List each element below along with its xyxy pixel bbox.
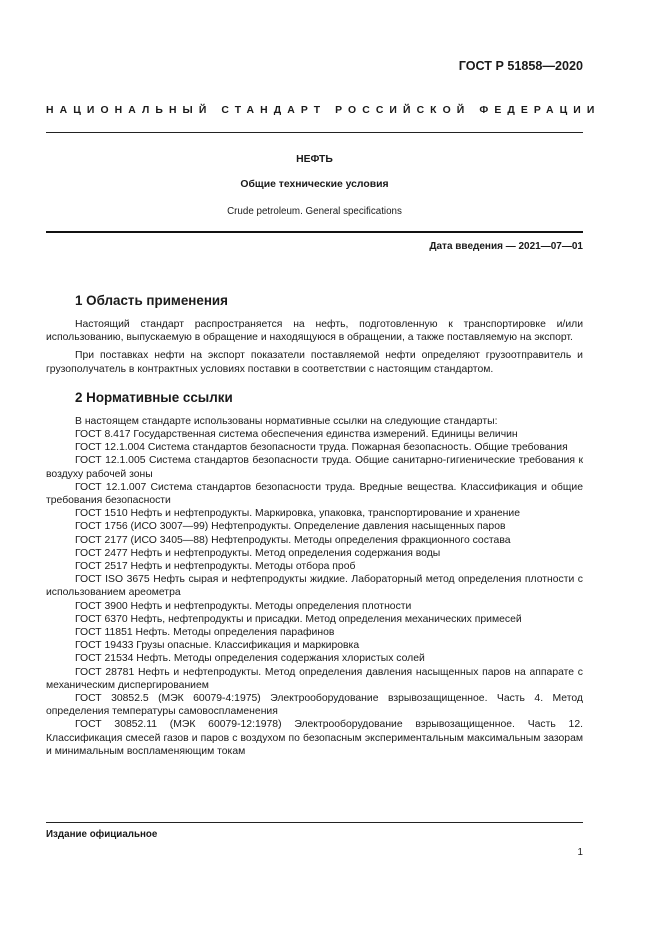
reference-item: ГОСТ 2517 Нефть и нефтепродукты. Методы отбора проб [75, 561, 356, 573]
reference-item: ГОСТ 1756 (ИСО 3007—99) Нефтепродукты. Определение давления насыщенных паров [75, 521, 506, 533]
document-number: ГОСТ Р 51858—2020 [458, 59, 583, 73]
standard-subtitle: Общие технические условия [240, 179, 389, 190]
main-content [46, 293, 583, 758]
reference-item: ГОСТ 21534 Нефть. Методы определения содержания хлористых солей [75, 653, 425, 665]
edition-label: Издание официальное [46, 829, 158, 840]
reference-item: ГОСТ 12.1.005 Система стандартов безопасности труда. Общие санитарно-гигиенические требования к воздуху рабочей зоны [46, 455, 583, 480]
national-standard-heading: НАЦИОНАЛЬНЫЙ СТАНДАРТ РОССИЙСКОЙ ФЕДЕРАЦИИ [46, 105, 601, 116]
reference-item: ГОСТ 19433 Грузы опасные. Классификация и маркировка [75, 640, 360, 652]
reference-item: ГОСТ 30852.11 (МЭК 60079-12:1978) Электрооборудование взрывозащищенное. Часть 12. Классификация смесей газов и паров с воздухом по безопасным экспериментальным максимальным зазорам и минимальным воспламеняющим токам [46, 719, 583, 757]
english-title: Crude petroleum. General specifications [227, 206, 402, 217]
reference-item: ГОСТ 6370 Нефть, нефтепродукты и присадки. Метод определения механических примесей [75, 613, 522, 625]
section-1-paragraph: Настоящий стандарт распространяется на нефть, подготовленную к транспортировке и/или использованию, выпускаемую в обращение и находящуюся в обращении, а также поставляемую на экспорт. [46, 319, 583, 344]
header-divider [46, 132, 583, 133]
section-2-heading: 2 Нормативные ссылки [75, 389, 233, 405]
section-1-paragraph: При поставках нефти на экспорт показатели поставляемой нефти определяют грузоотправитель и грузополучатель в контрактных условиях поставки в соответствии с настоящим стандартом. [46, 350, 583, 375]
reference-item: ГОСТ 12.1.004 Система стандартов безопасности труда. Пожарная безопасность. Общие требования [75, 442, 568, 454]
footer-divider [46, 822, 583, 823]
title-divider [46, 231, 583, 233]
reference-item: ГОСТ 28781 Нефть и нефтепродукты. Метод определения давления насыщенных паров на аппарате с механическим диспергированием [46, 666, 583, 691]
introduction-date: Дата введения — 2021—07—01 [429, 241, 583, 252]
reference-item: ГОСТ 2477 Нефть и нефтепродукты. Метод определения содержания воды [75, 547, 441, 559]
section-1-heading: 1 Область применения [75, 293, 228, 308]
reference-item: ГОСТ 2177 (ИСО 3405—88) Нефтепродукты. Методы определения фракционного состава [75, 534, 511, 546]
reference-item: ГОСТ 30852.5 (МЭК 60079-4:1975) Электрооборудование взрывозащищенное. Часть 4. Метод определения температуры самовоспламенения [46, 693, 583, 718]
reference-item: ГОСТ 3900 Нефть и нефтепродукты. Методы определения плотности [75, 600, 412, 612]
reference-item: ГОСТ 11851 Нефть. Методы определения парафинов [75, 627, 335, 639]
normative-references-list [46, 415, 583, 758]
reference-item: ГОСТ 12.1.007 Система стандартов безопасности труда. Вредные вещества. Классификация и общие требования безопасности [46, 481, 583, 507]
reference-item: ГОСТ 1510 Нефть и нефтепродукты. Маркировка, упаковка, транспортирование и хранение [75, 508, 520, 520]
reference-item: ГОСТ ISO 3675 Нефть сырая и нефтепродукты жидкие. Лабораторный метод определения плотности с использованием ареометра [46, 574, 583, 599]
page-number: 1 [577, 847, 583, 858]
references-intro: В настоящем стандарте использованы нормативные ссылки на следующие стандарты: [75, 415, 498, 427]
reference-item: ГОСТ 8.417 Государственная система обеспечения единства измерений. Единицы величин [75, 429, 518, 441]
standard-title: НЕФТЬ [296, 154, 333, 165]
